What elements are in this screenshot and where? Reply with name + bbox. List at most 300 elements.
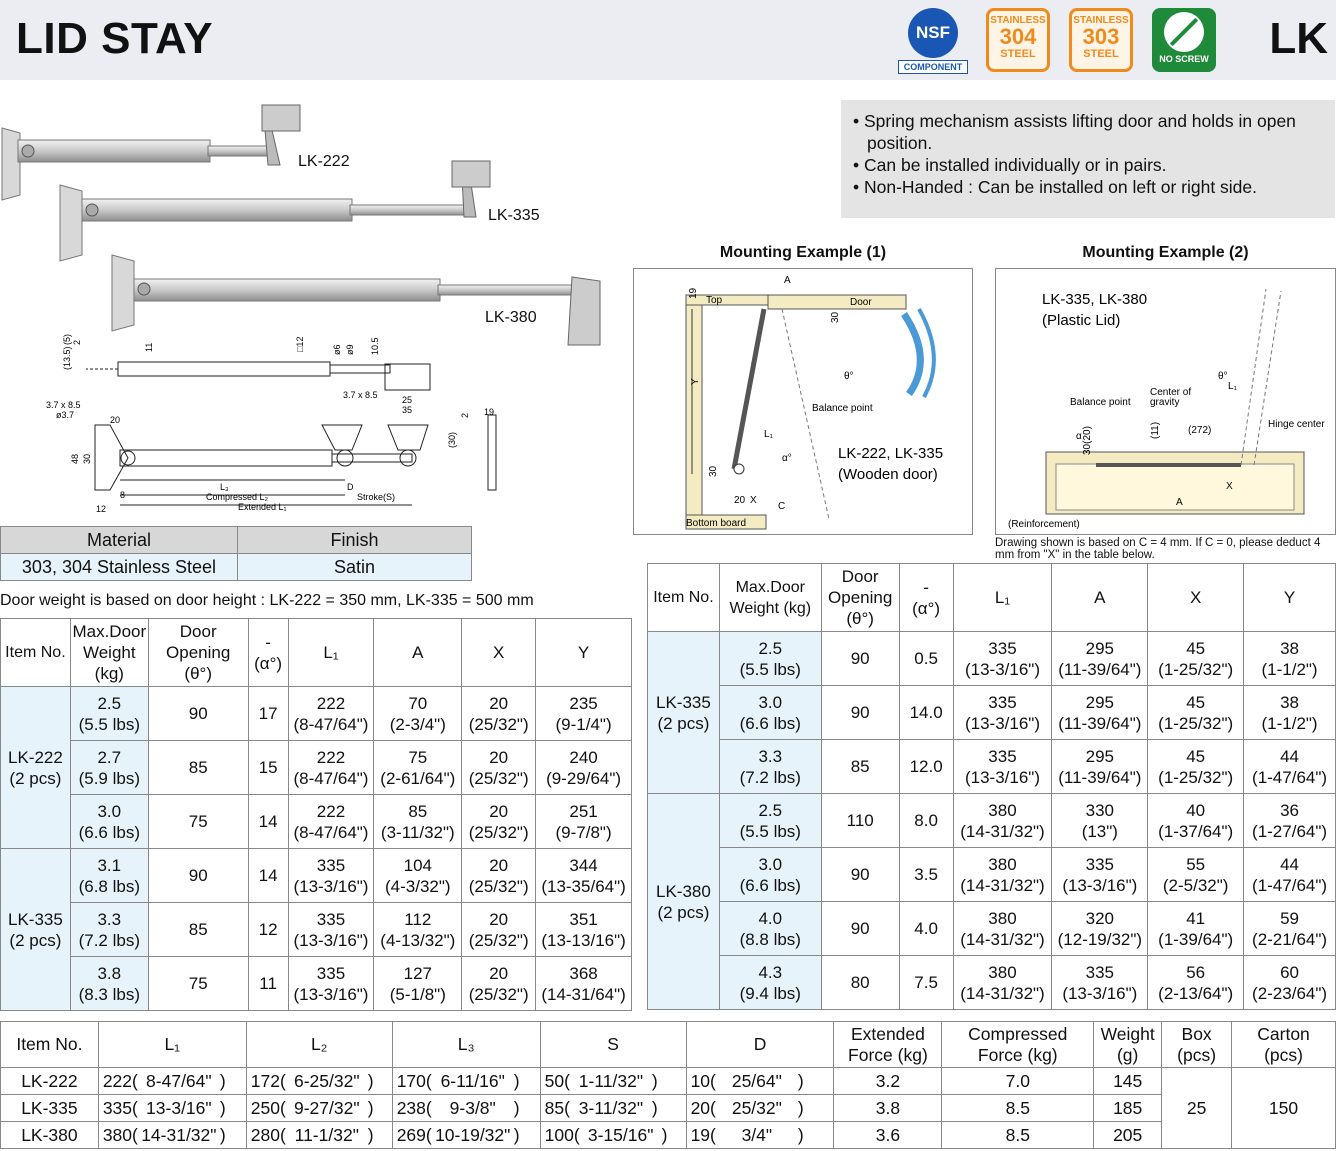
l1-cell	[288, 849, 374, 903]
l2-cell	[246, 1068, 392, 1095]
th-compressed	[942, 1022, 1094, 1068]
mounting-example-1-title: Mounting Example (1)	[719, 244, 887, 261]
th-item: Item No.	[648, 564, 720, 632]
cell-text: 8.5	[1005, 1097, 1030, 1118]
table-row	[648, 902, 1336, 956]
dim-stroke: Stroke(S)	[357, 492, 396, 502]
cell-imperial: (13-3/16")	[1062, 875, 1138, 895]
cell-text: 7.0	[1005, 1070, 1030, 1091]
me2-balance: Balance point	[1070, 397, 1131, 408]
opening-cell	[821, 848, 899, 902]
cell-text: 14	[258, 866, 278, 885]
opening-cell	[821, 956, 899, 1010]
th-l2: L₂	[246, 1022, 392, 1068]
mounting-example-1	[633, 268, 973, 535]
cell-imperial: (13-3/16")	[1062, 983, 1138, 1003]
opening-cell	[821, 632, 899, 686]
cell-imperial: 1-11/32"	[578, 1070, 644, 1091]
cell-imperial: (2 pcs)	[657, 902, 710, 922]
table-row	[1, 903, 632, 957]
cell-imperial: (13-3/16")	[964, 767, 1040, 787]
cell-imperial: (9-1/4")	[555, 714, 612, 734]
cell-value: 295	[1085, 638, 1115, 658]
x-cell	[1148, 740, 1244, 794]
me1-a: A	[784, 275, 791, 286]
paren: )	[797, 1070, 804, 1091]
material-header: Material	[1, 527, 238, 554]
cell-imperial: (1-37/64")	[1158, 821, 1234, 841]
paren: (	[279, 1070, 286, 1091]
cell-value: 240	[569, 747, 598, 767]
cell-imperial: (14-31/32")	[960, 875, 1045, 895]
me1-balance: Balance point	[812, 403, 873, 414]
weight-cell	[70, 849, 148, 903]
finish-value: Satin	[238, 554, 472, 581]
cell-imperial: (13-3/16")	[964, 659, 1040, 679]
me1-bottom: Bottom board	[686, 518, 747, 529]
th-x: X	[1148, 564, 1244, 632]
l1-cell	[288, 741, 374, 795]
cell-text: 8.5	[1005, 1124, 1030, 1145]
dim-48: 48	[70, 453, 80, 464]
opening-cell	[821, 686, 899, 740]
alpha-cell	[899, 686, 953, 740]
cell-imperial: (14-31/32")	[960, 929, 1045, 949]
cell-value: 20	[489, 801, 509, 821]
nsf-badge	[898, 8, 968, 76]
y-cell	[1244, 902, 1336, 956]
feature-item: • Non-Handed : Can be installed on left or right side.	[853, 176, 1323, 198]
l1-cell	[953, 848, 1052, 902]
me1-theta: θ°	[844, 371, 854, 382]
dim-3-7: ø3.7	[56, 410, 75, 420]
dim-13-5: (13.5)	[62, 346, 72, 370]
alpha-cell	[248, 849, 288, 903]
stainless-303-badge	[1069, 8, 1133, 72]
no-screw-icon	[1164, 12, 1204, 52]
cell-text: 12	[258, 920, 278, 939]
mounting-example-2	[995, 268, 1336, 535]
alpha-cell	[899, 902, 953, 956]
series-code: LK	[1269, 14, 1328, 63]
me2-cog-2: gravity	[1150, 397, 1180, 408]
l1-cell	[98, 1095, 246, 1122]
paren: )	[219, 1070, 226, 1091]
item-cell	[1, 1095, 99, 1122]
cell-imperial: (5-1/8")	[389, 984, 446, 1004]
weight-cell	[70, 795, 148, 849]
y-cell	[1244, 794, 1336, 848]
dim-d: D	[347, 482, 354, 492]
cell-value: 295	[1085, 692, 1115, 712]
cell-text: 205	[1113, 1124, 1143, 1145]
th-text: Box	[1181, 1023, 1212, 1044]
paren: (	[564, 1070, 570, 1091]
cell-imperial: (5.9 lbs)	[78, 768, 140, 788]
th-weight	[70, 619, 148, 687]
cell-value: 170	[396, 1070, 426, 1091]
cell-text: 75	[188, 812, 208, 831]
a-cell	[374, 687, 462, 741]
x-cell	[1148, 632, 1244, 686]
dim-2: 2	[72, 339, 82, 345]
x-cell	[1148, 956, 1244, 1010]
th-text: Force (kg)	[848, 1044, 928, 1065]
dim-19: 19	[484, 407, 495, 417]
cell-value: 45	[1186, 692, 1206, 712]
ext-cell	[834, 1068, 942, 1095]
cell-value: 4.3	[758, 962, 783, 982]
door-weight-note: Door weight is based on door height : LK-222 = 350 mm, LK-335 = 500 mm	[0, 592, 534, 609]
alpha-cell	[248, 741, 288, 795]
cell-imperial: (13-3/16")	[293, 930, 369, 950]
cell-imperial: (1-1/2")	[1261, 713, 1318, 733]
x-cell	[462, 903, 536, 957]
alpha-cell	[248, 903, 288, 957]
th-weight	[719, 564, 821, 632]
x-cell	[462, 957, 536, 1011]
cell-value: 3.1	[97, 855, 122, 875]
cell-value: 380	[988, 800, 1017, 820]
cell-value: 44	[1280, 746, 1299, 766]
cell-value: 335	[988, 692, 1017, 712]
opening-cell	[148, 849, 248, 903]
cell-value: 36	[1280, 800, 1299, 820]
cell-value: 104	[403, 855, 432, 875]
product-label-lk-222: LK-222	[298, 153, 350, 170]
cell-text: 25	[1186, 1097, 1207, 1118]
cell-imperial: 8-47/64"	[146, 1070, 212, 1091]
table-row	[1, 1095, 1336, 1122]
table-row	[648, 848, 1336, 902]
me2-caption-2: (Plastic Lid)	[1042, 312, 1121, 329]
a-cell	[374, 957, 462, 1011]
cell-imperial: (14-31/32")	[960, 983, 1045, 1003]
product-label-lk-380: LK-380	[485, 309, 537, 326]
l1-cell	[288, 795, 374, 849]
cell-imperial: (2-61/64")	[380, 768, 456, 788]
finish-header: Finish	[238, 527, 472, 554]
paren: (	[425, 1124, 432, 1145]
cell-imperial: (13-35/64")	[541, 876, 626, 896]
l1-cell	[98, 1068, 246, 1095]
table-row	[1, 741, 632, 795]
cell-value: 50	[544, 1070, 565, 1091]
cell-imperial: 3/4"	[741, 1124, 773, 1145]
th-text: (pcs)	[1264, 1044, 1303, 1065]
th-text: -	[923, 577, 929, 597]
paren: )	[661, 1124, 668, 1145]
cell-imperial: (2 pcs)	[657, 713, 710, 733]
cell-text: 85	[850, 757, 870, 776]
th-text: (α°)	[254, 653, 283, 673]
dim-12b: 12	[96, 504, 107, 514]
table-row	[648, 794, 1336, 848]
cell-value: 351	[569, 909, 598, 929]
cell-imperial: (5.5 lbs)	[739, 659, 801, 679]
cell-imperial: (2 pcs)	[9, 768, 62, 788]
cell-imperial: 10-19/32"	[435, 1124, 511, 1145]
carton-cell	[1232, 1068, 1336, 1149]
nsf-logo: NSF	[908, 8, 958, 58]
cell-text: 90	[850, 865, 870, 884]
cell-imperial: (2 pcs)	[9, 930, 62, 950]
cell-text: 90	[188, 866, 208, 885]
comp-cell	[942, 1068, 1094, 1095]
cell-value: 280	[250, 1124, 280, 1145]
cell-value: 380	[988, 908, 1017, 928]
cell-imperial: 25/64"	[731, 1070, 782, 1091]
cell-imperial: (14-31/64")	[541, 984, 626, 1004]
me2-30: 30(20)	[1082, 426, 1093, 455]
paren: )	[367, 1124, 374, 1145]
opening-cell	[148, 903, 248, 957]
me1-20: 20	[734, 495, 746, 506]
cell-imperial: (6.6 lbs)	[739, 875, 801, 895]
cell-imperial: (13-3/16")	[293, 984, 369, 1004]
l1-cell	[953, 956, 1052, 1010]
cell-value: 20	[690, 1097, 711, 1118]
cell-imperial: (25/32")	[468, 930, 529, 950]
cell-imperial: (6.6 lbs)	[78, 822, 140, 842]
th-text: (pcs)	[1177, 1044, 1217, 1065]
alpha-cell	[899, 740, 953, 794]
material-table	[0, 526, 472, 581]
cell-imperial: (13-3/16")	[293, 876, 369, 896]
cell-value: 2.5	[758, 800, 783, 820]
cell-value: 320	[1085, 908, 1115, 928]
cell-text: 17	[258, 704, 278, 723]
cell-value: 222	[316, 747, 346, 767]
cell-text: 80	[850, 973, 870, 992]
cell-imperial: (25/32")	[468, 876, 529, 896]
y-cell	[1244, 632, 1336, 686]
l1-cell	[288, 903, 374, 957]
cell-imperial: (6.6 lbs)	[739, 713, 801, 733]
alpha-cell	[899, 794, 953, 848]
cell-value: 20	[489, 747, 509, 767]
table-row	[1, 795, 632, 849]
cell-text: 90	[850, 703, 870, 722]
mounting-example-2-title: Mounting Example (2)	[1082, 244, 1249, 261]
badge-bot: STEEL	[1083, 48, 1119, 60]
alpha-cell	[248, 957, 288, 1011]
cell-text: 90	[850, 919, 870, 938]
cell-imperial: 3-15/16"	[587, 1124, 654, 1145]
cell-value: 335	[1085, 854, 1115, 874]
cell-value: 45	[1186, 746, 1206, 766]
cell-imperial: (1-39/64")	[1158, 929, 1234, 949]
me1-l1: L₁	[764, 429, 773, 440]
th-weight	[1094, 1022, 1162, 1068]
weight-cell	[70, 903, 148, 957]
cell-imperial: 6-11/16"	[440, 1070, 505, 1091]
opening-cell	[148, 957, 248, 1011]
weight-cell	[719, 956, 821, 1010]
feature-item: • Can be installed individually or in pairs.	[853, 154, 1323, 176]
cell-imperial: (2-3/4")	[389, 714, 446, 734]
paren: (	[710, 1097, 716, 1118]
cell-value: 222	[102, 1070, 133, 1091]
paren: (	[132, 1097, 138, 1118]
paren: (	[710, 1070, 716, 1091]
dim-6: ø6	[332, 344, 342, 355]
ext-cell	[834, 1122, 942, 1149]
s-cell	[540, 1122, 686, 1149]
cell-imperial: (1-27/64")	[1252, 821, 1328, 841]
cell-imperial: (3-11/32")	[380, 822, 455, 842]
x-cell	[1148, 902, 1244, 956]
me1-y: Y	[690, 378, 701, 385]
box-cell	[1162, 1068, 1232, 1149]
weight-cell	[719, 632, 821, 686]
dim-25: 25	[402, 395, 413, 405]
cell-imperial: (14-31/32")	[960, 821, 1045, 841]
cell-text: 85	[188, 920, 208, 939]
alpha-cell	[899, 632, 953, 686]
l1-cell	[953, 794, 1052, 848]
cell-imperial: (11-39/64")	[1058, 659, 1142, 679]
x-cell	[462, 795, 536, 849]
item-cell	[1, 687, 71, 849]
me1-alpha: α°	[782, 453, 792, 464]
cell-text: 11	[259, 974, 277, 993]
cell-imperial: (9.4 lbs)	[739, 983, 801, 1003]
table-row	[1, 957, 632, 1011]
cell-value: 20	[489, 909, 509, 929]
cell-imperial: (2-23/64")	[1252, 983, 1328, 1003]
paren: )	[367, 1070, 374, 1091]
stainless-304-badge	[986, 8, 1050, 72]
dim-l1: Extended L₁	[238, 502, 287, 512]
dim-slot-2: 3.7 x 8.5	[46, 400, 81, 410]
table-row	[1, 687, 632, 741]
cell-text: 0.5	[914, 649, 938, 668]
me2-272: (272)	[1188, 425, 1212, 436]
cell-value: 44	[1280, 854, 1299, 874]
cell-value: 2.7	[97, 747, 122, 767]
x-cell	[1148, 848, 1244, 902]
cell-text: 75	[188, 974, 208, 993]
paren: )	[513, 1070, 520, 1091]
dim-9: ø9	[345, 344, 355, 355]
a-cell	[1052, 686, 1148, 740]
cell-text: LK-335	[21, 1097, 78, 1118]
cell-value: 235	[569, 693, 598, 713]
cell-imperial: (4-3/32")	[385, 876, 451, 896]
dimension-drawing	[0, 330, 630, 520]
cell-value: 295	[1085, 746, 1115, 766]
me1-30b: 30	[708, 465, 719, 477]
item-cell	[1, 1122, 99, 1149]
me1-19: 19	[688, 287, 699, 299]
cell-text: 3.8	[875, 1097, 901, 1118]
cell-imperial: (11-39/64")	[1058, 767, 1142, 787]
opening-cell	[821, 740, 899, 794]
weight-cell	[719, 848, 821, 902]
th-y: Y	[536, 619, 632, 687]
th-extended	[834, 1022, 942, 1068]
cell-imperial: (8.3 lbs)	[78, 984, 140, 1004]
cell-value: 56	[1186, 962, 1206, 982]
opening-cell	[821, 794, 899, 848]
cell-value: 127	[403, 963, 432, 983]
y-cell	[536, 741, 632, 795]
alpha-cell	[899, 956, 953, 1010]
l1-cell	[288, 687, 374, 741]
alpha-cell	[248, 687, 288, 741]
cell-imperial: (7.2 lbs)	[78, 930, 140, 950]
cell-value: 112	[404, 909, 432, 929]
cell-value: 4.0	[758, 908, 783, 928]
cell-value: LK-335	[7, 909, 63, 929]
cell-imperial: (8-47/64")	[293, 822, 369, 842]
weight-cell	[719, 686, 821, 740]
cell-imperial: 13-3/16"	[146, 1097, 212, 1118]
me1-x: X	[750, 495, 757, 506]
cell-value: 45	[1186, 638, 1206, 658]
y-cell	[1244, 686, 1336, 740]
cell-imperial: 3-11/32"	[578, 1097, 644, 1118]
cell-text: 3.6	[875, 1124, 901, 1145]
cell-value: 335	[316, 909, 346, 929]
me2-11: (11)	[1150, 421, 1161, 439]
x-cell	[462, 849, 536, 903]
th-text: Force (kg)	[977, 1044, 1058, 1065]
cell-imperial: (6.8 lbs)	[78, 876, 140, 896]
th-text: (α°)	[912, 598, 941, 618]
paren: (	[132, 1070, 138, 1091]
l1-cell	[98, 1122, 246, 1149]
a-cell	[1052, 902, 1148, 956]
l3-cell	[392, 1095, 540, 1122]
paren: (	[573, 1124, 580, 1145]
cell-value: 335	[316, 963, 346, 983]
cell-imperial: 11-1/32"	[294, 1124, 359, 1145]
y-cell	[536, 795, 632, 849]
l3-cell	[392, 1122, 540, 1149]
weight-cell	[719, 902, 821, 956]
cell-text: 15	[258, 758, 278, 777]
no-screw-badge	[1152, 8, 1216, 72]
th-text: Max.Door	[72, 622, 147, 641]
opening-cell	[148, 795, 248, 849]
th-l1: L₁	[953, 564, 1052, 632]
y-cell	[1244, 848, 1336, 902]
a-cell	[374, 849, 462, 903]
th-text: Opening	[828, 588, 893, 607]
th-box	[1162, 1022, 1232, 1068]
weight-cell	[70, 687, 148, 741]
cell-text: 14.0	[909, 703, 943, 722]
weight-cell	[719, 794, 821, 848]
cell-value: 3.0	[758, 854, 783, 874]
s-cell	[540, 1068, 686, 1095]
alpha-cell	[899, 848, 953, 902]
dim-l2: Compressed L₂	[206, 492, 269, 502]
paren: )	[513, 1097, 520, 1118]
x-cell	[1148, 686, 1244, 740]
cell-imperial: (1-25/32")	[1158, 767, 1234, 787]
cell-text: 3.5	[914, 865, 938, 884]
cell-imperial: (25/32")	[468, 768, 529, 788]
a-cell	[1052, 632, 1148, 686]
item-cell	[648, 632, 720, 794]
a-cell	[1052, 740, 1148, 794]
cell-imperial: (8.8 lbs)	[739, 929, 801, 949]
l1-cell	[953, 686, 1052, 740]
cell-imperial: (1-1/2")	[1261, 659, 1318, 679]
